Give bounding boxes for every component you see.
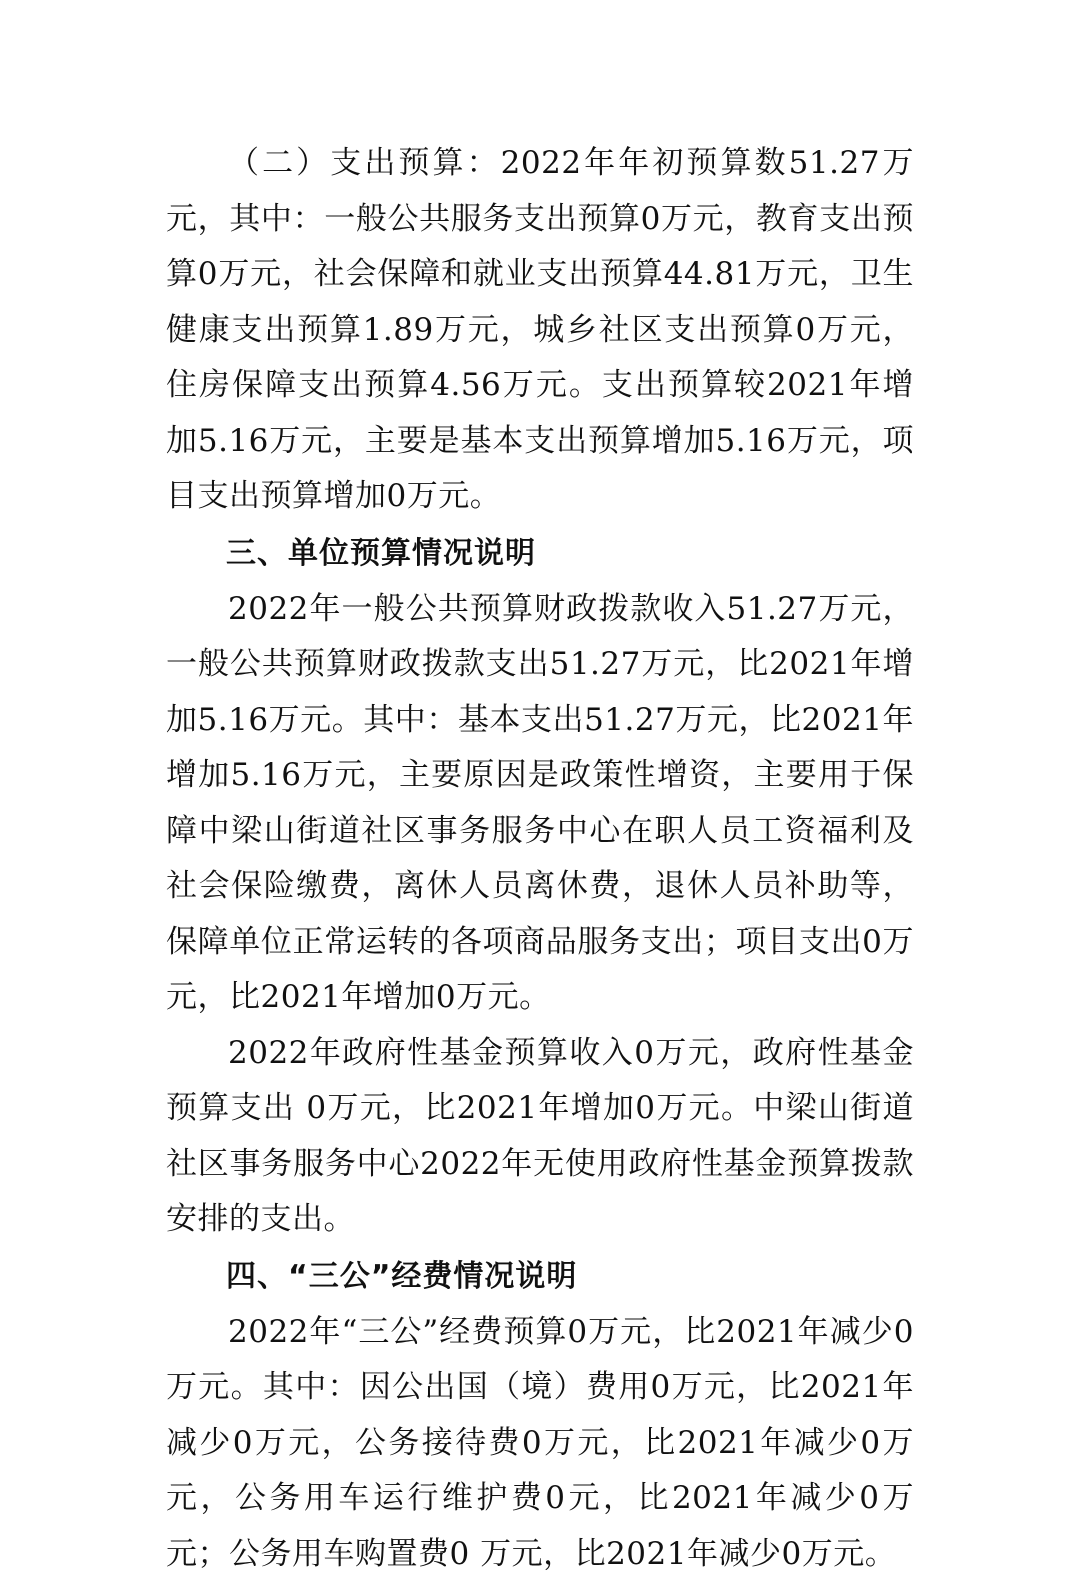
document-body [166,136,914,1582]
paragraph-general-budget: 2022年一般公共预算财政拨款收入51.27万元，一般公共预算财政拨款支出51.27万元，比2021年增加5.16万元。其中：基本支出51.27万元，比2021年增加5.16万元，主要原因是政策性增资，主要用于保障中梁山街道社区事务服务中心在职人员工资福利及社会保险缴费，离休人员离休费，退休人员补助等，保障单位正常运转的各项商品服务支出；项目支出0万元，比2021年增加0万元。 [166,582,914,1026]
section-heading-three-public: 四、“三公”经费情况说明 [166,1248,914,1305]
paragraph-expenditure-budget: （二）支出预算：2022年年初预算数51.27万元，其中：一般公共服务支出预算0万元，教育支出预算0万元，社会保障和就业支出预算44.81万元，卫生健康支出预算1.89万元，城乡社区支出预算0万元，住房保障支出预算4.56万元。支出预算较2021年增加5.16万元，主要是基本支出预算增加5.16万元，项目支出预算增加0万元。 [166,136,914,525]
section-heading-unit-budget: 三、单位预算情况说明 [166,525,914,582]
paragraph-three-public-expenses: 2022年“三公”经费预算0万元，比2021年减少0 万元。其中：因公出国（境）费用0万元，比2021年减少0万元，公务接待费0万元，比2021年减少0万元，公务用车运行维护费0元，比2021年减少0万元；公务用车购置费0 万元，比2021年减少0万元。 [166,1305,914,1582]
paragraph-government-fund: 2022年政府性基金预算收入0万元，政府性基金预算支出 0万元，比2021年增加0万元。中梁山街道社区事务服务中心2022年无使用政府性基金预算拨款安排的支出。 [166,1026,914,1248]
